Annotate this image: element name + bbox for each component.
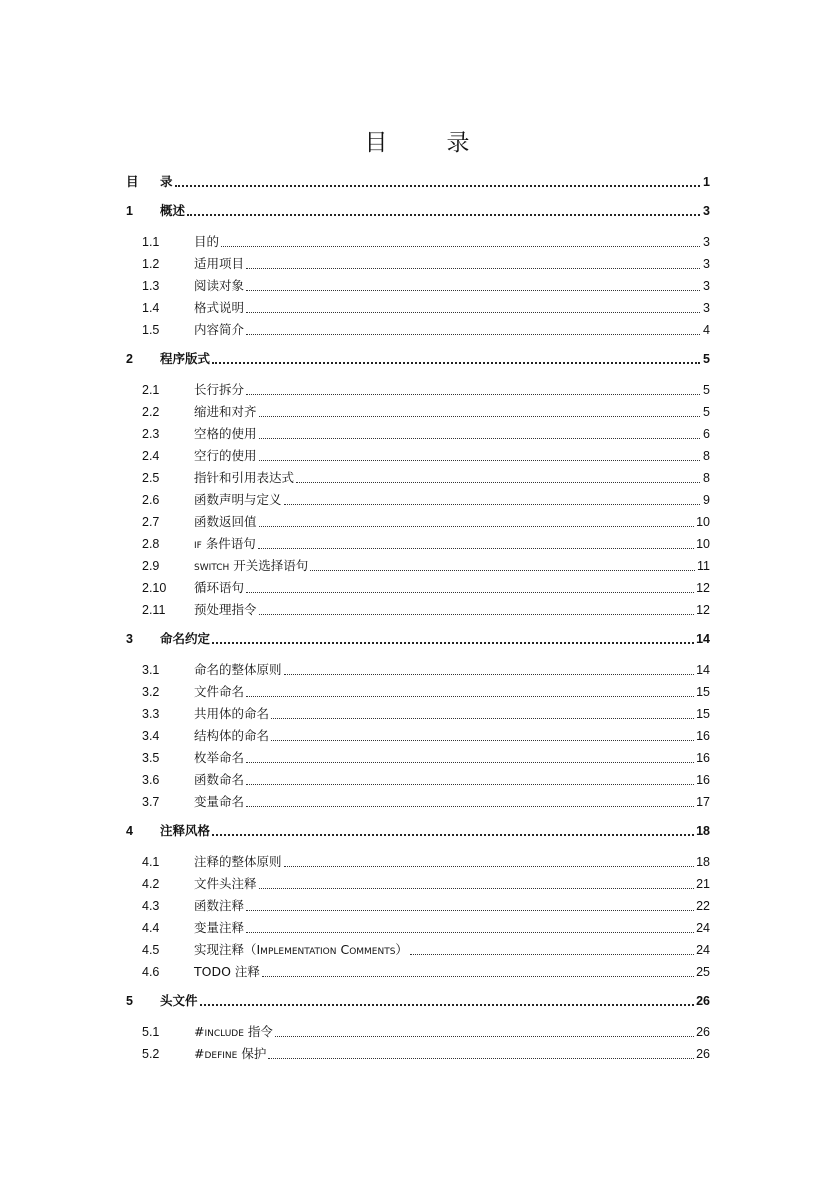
toc-entry-label: 变量注释 — [194, 920, 245, 935]
toc-entry-page-number: 12 — [696, 603, 710, 617]
toc-entry-number: 5.1 — [142, 1025, 160, 1039]
toc-entry-number: 3.1 — [142, 663, 160, 677]
toc-entry-label: if 条件语句 — [194, 536, 256, 551]
toc-entry-number: 2.6 — [142, 493, 160, 507]
toc-entry-page-number: 3 — [703, 235, 710, 249]
toc-entry-label: 循环语句 — [194, 580, 245, 595]
toc-entry-label: 注释的整体原则 — [194, 854, 282, 869]
toc-entry-page-number: 10 — [696, 515, 710, 529]
toc-entry-page-number: 17 — [696, 795, 710, 809]
toc-entry[interactable] — [126, 490, 710, 510]
toc-dot-leader — [246, 290, 700, 291]
toc-entry-number: 1.3 — [142, 279, 160, 293]
toc-entry-label: TODO 注释 — [194, 964, 260, 979]
toc-entry-number: 3.4 — [142, 729, 160, 743]
toc-entry-number: 1.2 — [142, 257, 160, 271]
toc-entry-page-number: 18 — [696, 855, 710, 869]
toc-dot-leader — [258, 548, 694, 549]
toc-dot-leader — [310, 570, 695, 571]
toc-entry-page-number: 6 — [703, 427, 710, 441]
toc-entry[interactable] — [126, 600, 710, 620]
toc-entry-number: 1 — [126, 204, 133, 218]
toc-entry-label: 函数返回值 — [194, 514, 257, 529]
toc-dot-leader — [259, 614, 695, 615]
toc-entry-page-number: 18 — [696, 824, 710, 838]
toc-entry[interactable] — [126, 852, 710, 872]
toc-dot-leader — [284, 674, 695, 675]
toc-entry-page-number: 4 — [703, 323, 710, 337]
toc-entry[interactable] — [126, 298, 710, 318]
toc-entry-page-number: 25 — [696, 965, 710, 979]
toc-dot-leader — [246, 592, 694, 593]
toc-entry-label: 注释风格 — [160, 823, 211, 838]
toc-entry-page-number: 9 — [703, 493, 710, 507]
toc-entry-number: 3.6 — [142, 773, 160, 787]
toc-dot-leader — [212, 362, 700, 364]
toc-entry[interactable] — [126, 682, 710, 702]
toc-entry[interactable] — [126, 254, 710, 274]
toc-entry-label: 函数命名 — [194, 772, 245, 787]
toc-dot-leader — [246, 334, 700, 335]
toc-entry-number: 3.2 — [142, 685, 160, 699]
toc-entry[interactable] — [126, 380, 710, 400]
toc-entry-page-number: 16 — [696, 751, 710, 765]
toc-entry-label: 函数声明与定义 — [194, 492, 282, 507]
toc-dot-leader — [246, 932, 694, 933]
toc-entry[interactable] — [126, 792, 710, 812]
toc-entry[interactable] — [126, 402, 710, 422]
toc-dot-leader — [246, 806, 694, 807]
toc-entry-number: 2.9 — [142, 559, 160, 573]
toc-dot-leader — [200, 1004, 695, 1006]
toc-entry-number: 4.3 — [142, 899, 160, 913]
toc-entry-page-number: 15 — [696, 707, 710, 721]
toc-entry-number: 2.5 — [142, 471, 160, 485]
toc-entry-page-number: 1 — [703, 175, 710, 189]
toc-entry-label: 缩进和对齐 — [194, 404, 257, 419]
toc-entry-label: 内容简介 — [194, 322, 245, 337]
toc-dot-leader — [259, 888, 695, 889]
toc-dot-leader — [246, 762, 694, 763]
toc-entry[interactable] — [126, 276, 710, 296]
toc-entry-number: 4.5 — [142, 943, 160, 957]
toc-entry-number: 2.11 — [142, 603, 166, 617]
toc-entry-number: 2.3 — [142, 427, 160, 441]
toc-entry-number: 目 — [126, 175, 139, 189]
toc-entry-label: 指针和引用表达式 — [194, 470, 295, 485]
toc-entry-number: 1.4 — [142, 301, 160, 315]
toc-entry-label: 录 — [160, 174, 173, 189]
toc-entry-number: 3.7 — [142, 795, 160, 809]
toc-entry-number: 2.4 — [142, 449, 160, 463]
toc-entry-label: #include 指令 — [194, 1024, 273, 1039]
toc-dot-leader — [262, 976, 694, 977]
toc-entry[interactable] — [126, 660, 710, 680]
toc-entry-number: 3.3 — [142, 707, 160, 721]
toc-dot-leader — [259, 526, 695, 527]
toc-dot-leader — [296, 482, 700, 483]
toc-dot-leader — [259, 438, 700, 439]
toc-entry[interactable] — [126, 1044, 710, 1064]
toc-entry-page-number: 10 — [696, 537, 710, 551]
toc-entry-number: 4.1 — [142, 855, 160, 869]
toc-entry-page-number: 5 — [703, 405, 710, 419]
toc-entry-number: 1.1 — [142, 235, 160, 249]
toc-entry-label: 适用项目 — [194, 256, 245, 271]
toc-entry-number: 4 — [126, 824, 133, 838]
toc-entry-page-number: 3 — [703, 301, 710, 315]
toc-entry-page-number: 3 — [703, 204, 710, 218]
toc-dot-leader — [410, 954, 694, 955]
toc-entry-number: 4.2 — [142, 877, 160, 891]
toc-entry-number: 4.4 — [142, 921, 160, 935]
toc-entry-number: 3 — [126, 632, 133, 646]
toc-dot-leader — [246, 784, 694, 785]
toc-entry-page-number: 12 — [696, 581, 710, 595]
toc-entry[interactable] — [126, 704, 710, 724]
toc-entry-page-number: 26 — [696, 1025, 710, 1039]
toc-entry[interactable] — [126, 896, 710, 916]
toc-entry-page-number: 22 — [696, 899, 710, 913]
toc-entry[interactable] — [126, 991, 710, 1011]
toc-entry-page-number: 26 — [696, 994, 710, 1008]
toc-entry-page-number: 14 — [696, 663, 710, 677]
toc-entry-label: 长行拆分 — [194, 382, 245, 397]
toc-entry-page-number: 3 — [703, 257, 710, 271]
toc-list — [126, 0, 710, 1179]
toc-entry-page-number: 26 — [696, 1047, 710, 1061]
toc-entry-number: 3.5 — [142, 751, 160, 765]
toc-entry-label: 变量命名 — [194, 794, 245, 809]
toc-entry-number: 2.1 — [142, 383, 160, 397]
toc-dot-leader — [246, 312, 700, 313]
toc-entry-number: 2.2 — [142, 405, 160, 419]
toc-entry-number: 1.5 — [142, 323, 160, 337]
toc-entry-page-number: 5 — [703, 352, 710, 366]
toc-entry-number: 2.7 — [142, 515, 160, 529]
toc-entry[interactable] — [126, 349, 710, 369]
toc-entry-page-number: 8 — [703, 449, 710, 463]
toc-entry-page-number: 15 — [696, 685, 710, 699]
toc-entry[interactable] — [126, 578, 710, 598]
toc-entry[interactable] — [126, 556, 710, 576]
toc-entry-number: 2.8 — [142, 537, 160, 551]
toc-entry-page-number: 24 — [696, 943, 710, 957]
toc-dot-leader — [271, 718, 694, 719]
toc-entry-label: 文件命名 — [194, 684, 245, 699]
toc-dot-leader — [271, 740, 694, 741]
toc-entry[interactable] — [126, 770, 710, 790]
toc-entry[interactable] — [126, 468, 710, 488]
toc-entry[interactable] — [126, 172, 710, 192]
toc-dot-leader — [221, 246, 700, 247]
toc-entry-label: 结构体的命名 — [194, 728, 270, 743]
toc-entry[interactable] — [126, 748, 710, 768]
toc-entry-page-number: 11 — [697, 559, 710, 573]
toc-entry[interactable] — [126, 962, 710, 982]
toc-entry-page-number: 8 — [703, 471, 710, 485]
toc-entry[interactable] — [126, 534, 710, 554]
toc-entry-label: 文件头注释 — [194, 876, 257, 891]
toc-entry-label: 空格的使用 — [194, 426, 257, 441]
toc-entry-number: 2.10 — [142, 581, 167, 595]
toc-entry-label: 命名的整体原则 — [194, 662, 282, 677]
toc-entry[interactable] — [126, 726, 710, 746]
toc-entry-page-number: 24 — [696, 921, 710, 935]
toc-dot-leader — [212, 642, 694, 644]
toc-dot-leader — [268, 1058, 694, 1059]
toc-dot-leader — [175, 185, 700, 187]
toc-entry-label: 实现注释（Implementation Comments） — [194, 942, 408, 957]
toc-entry-label: 概述 — [160, 203, 186, 218]
toc-entry[interactable] — [126, 446, 710, 466]
toc-entry-label: 预处理指令 — [194, 602, 257, 617]
toc-entry-page-number: 3 — [703, 279, 710, 293]
page-title: 目 录 — [364, 130, 488, 156]
toc-dot-leader — [259, 416, 700, 417]
toc-dot-leader — [246, 268, 700, 269]
toc-entry-label: switch 开关选择语句 — [194, 558, 309, 573]
toc-entry[interactable] — [126, 821, 710, 841]
toc-dot-leader — [275, 1036, 694, 1037]
toc-entry[interactable] — [126, 874, 710, 894]
toc-entry-page-number: 14 — [696, 632, 710, 646]
toc-entry[interactable] — [126, 320, 710, 340]
toc-entry-number: 2 — [126, 352, 133, 366]
toc-dot-leader — [284, 866, 695, 867]
toc-entry-number: 4.6 — [142, 965, 160, 979]
toc-entry[interactable] — [126, 940, 710, 960]
toc-entry[interactable] — [126, 918, 710, 938]
toc-entry-label: 目的 — [194, 234, 220, 249]
toc-entry-label: 头文件 — [160, 993, 198, 1008]
toc-dot-leader — [246, 910, 694, 911]
toc-dot-leader — [212, 834, 694, 836]
toc-entry-label: 命名约定 — [160, 631, 211, 646]
toc-dot-leader — [187, 214, 700, 216]
toc-entry-label: 枚举命名 — [194, 750, 245, 765]
toc-entry-label: 阅读对象 — [194, 278, 245, 293]
toc-dot-leader — [246, 696, 694, 697]
toc-entry[interactable] — [126, 201, 710, 221]
toc-entry-label: #define 保护 — [194, 1046, 267, 1061]
toc-entry[interactable] — [126, 1022, 710, 1042]
toc-entry[interactable] — [126, 424, 710, 444]
toc-entry-label: 共用体的命名 — [194, 706, 270, 721]
toc-entry-number: 5 — [126, 994, 133, 1008]
toc-entry[interactable] — [126, 232, 710, 252]
toc-dot-leader — [284, 504, 700, 505]
toc-entry-label: 空行的使用 — [194, 448, 257, 463]
toc-entry-label: 格式说明 — [194, 300, 245, 315]
toc-entry-page-number: 16 — [696, 729, 710, 743]
toc-entry[interactable] — [126, 629, 710, 649]
toc-entry-page-number: 16 — [696, 773, 710, 787]
toc-entry-label: 函数注释 — [194, 898, 245, 913]
toc-dot-leader — [259, 460, 700, 461]
toc-entry[interactable] — [126, 512, 710, 532]
toc-dot-leader — [246, 394, 700, 395]
toc-entry-page-number: 5 — [703, 383, 710, 397]
toc-entry-number: 5.2 — [142, 1047, 160, 1061]
toc-entry-page-number: 21 — [696, 877, 710, 891]
toc-entry-label: 程序版式 — [160, 351, 211, 366]
